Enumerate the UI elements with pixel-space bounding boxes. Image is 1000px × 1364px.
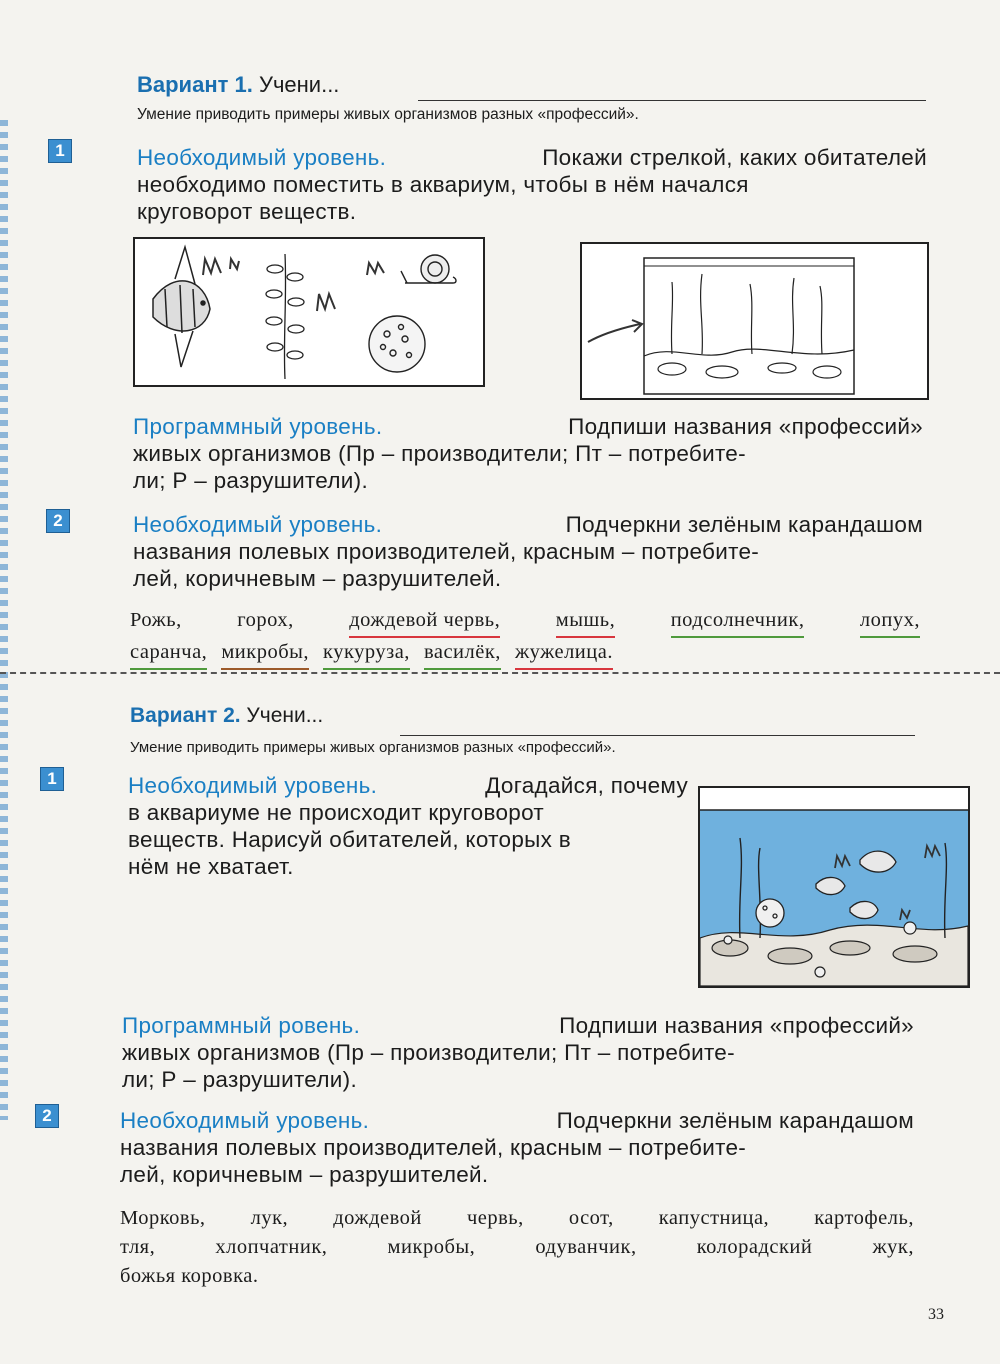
variant-1-word-list (130, 606, 920, 670)
word-line: Морковь, лук, дождевой червь, осот, капустница, картофель, (120, 1207, 914, 1229)
level-label: Программный ровень. (122, 1013, 361, 1038)
task-2-number: 2 (35, 1104, 59, 1128)
level-label: Необходимый уровень. (120, 1108, 370, 1133)
task-text: живых организмов (Пр – производители; Пт – потребите- (122, 1040, 735, 1065)
variant-1-heading (137, 72, 339, 98)
task-2-number: 2 (46, 509, 70, 533)
inhabitants-picture (133, 237, 485, 387)
word-line: божья коровка. (120, 1265, 259, 1287)
task-text: живых организмов (Пр – производители; Пт – потребите- (133, 441, 746, 466)
variant-2-name-line[interactable] (400, 735, 915, 736)
variant-1-task-1 (137, 144, 927, 225)
task-text: Догадайся, почему (485, 773, 688, 798)
aquarium-blue-picture (698, 786, 970, 988)
task-text: веществ. Нарисуй обитателей, которых в (128, 827, 571, 852)
task-1-number: 1 (40, 767, 64, 791)
variant-1-task-2 (133, 511, 923, 592)
task-text: ли; Р – разрушители). (133, 468, 369, 493)
task-text: Подпиши названия «профессий» (568, 414, 923, 439)
task-text: круговорот веществ. (137, 199, 357, 224)
cut-line (0, 672, 1000, 674)
variant-1-program-level (133, 413, 923, 494)
level-label: Необходимый уровень. (128, 773, 378, 798)
word-mikroby: микробы, (221, 638, 309, 670)
word-vasilek: василёк, (424, 638, 501, 670)
task-text: названия полевых производителей, красным – потребите- (120, 1135, 747, 1160)
task-text: Покажи стрелкой, каких обитателей (542, 145, 927, 170)
word-cherv: дождевой червь, (349, 606, 500, 638)
word-lopuh: лопух, (860, 606, 920, 638)
word-kukuruza: кукуруза, (323, 638, 410, 670)
task-text: Подчеркни зелёным карандашом (565, 512, 923, 537)
page-number: 33 (928, 1306, 944, 1323)
water-plant-icon (266, 254, 304, 379)
level-label: Необходимый уровень. (133, 512, 383, 537)
variant-2-word-list (120, 1204, 914, 1291)
variant-2-program-level (122, 1012, 914, 1093)
binding-edge (0, 120, 8, 1120)
fish-icon (153, 247, 210, 367)
task-text: ли; Р – разрушители). (122, 1067, 358, 1092)
aquarium-drawing (582, 244, 927, 398)
aquarium-blue-drawing (700, 788, 968, 986)
variant-2-title: Вариант 2. (130, 704, 241, 727)
task-text: в аквариуме не происходит круговорот (128, 800, 545, 825)
aquarium-picture (580, 242, 929, 400)
snail-icon (401, 255, 456, 283)
variant-2-task-2 (120, 1107, 914, 1188)
level-label: Необходимый уровень. (137, 145, 387, 170)
variant-1-title: Вариант 1. (137, 72, 253, 97)
task-1-number: 1 (48, 139, 72, 163)
variant-2-heading (130, 704, 323, 728)
task-text: Подчеркни зелёным карандашом (556, 1108, 914, 1133)
variant-2-skill: Умение приводить примеры живых организмов разных «профессий». (130, 739, 616, 756)
word-sarancha: саранча, (130, 638, 207, 670)
variant-1-student-label: Учени... (258, 72, 340, 97)
task-text: названия полевых производителей, красным – потребите- (133, 539, 760, 564)
variant-2-student-label: Учени... (246, 704, 324, 727)
word-mysh: мышь, (556, 606, 616, 638)
variant-1-name-line[interactable] (418, 100, 926, 101)
word-line: тля, хлопчатник, микробы, одуванчик, колорадский жук, (120, 1236, 914, 1258)
word-rozh: Рожь, (130, 609, 182, 631)
word-goroh: горох, (237, 609, 294, 631)
arrow-icon (588, 324, 640, 342)
microbe-icon (369, 316, 425, 372)
microbe-icon (756, 899, 784, 927)
word-podsolnechnik: подсолнечник, (671, 606, 805, 638)
variant-2-task-1 (128, 772, 688, 880)
variant-1-skill: Умение приводить примеры живых организмов разных «профессий». (137, 106, 639, 123)
level-label: Программный уровень. (133, 414, 383, 439)
task-text: нём не хватает. (128, 854, 294, 879)
task-text: лей, коричневым – разрушителей. (120, 1162, 489, 1187)
handwritten-labels (203, 259, 384, 311)
task-text: необходимо поместить в аквариум, чтобы в нём начался (137, 172, 749, 197)
task-text: Подпиши названия «профессий» (559, 1013, 914, 1038)
fish-icon (816, 851, 896, 918)
word-zhuzhelica: жужелица. (515, 638, 613, 670)
task-text: лей, коричневым – разрушителей. (133, 566, 502, 591)
inhabitants-drawing (135, 239, 483, 385)
